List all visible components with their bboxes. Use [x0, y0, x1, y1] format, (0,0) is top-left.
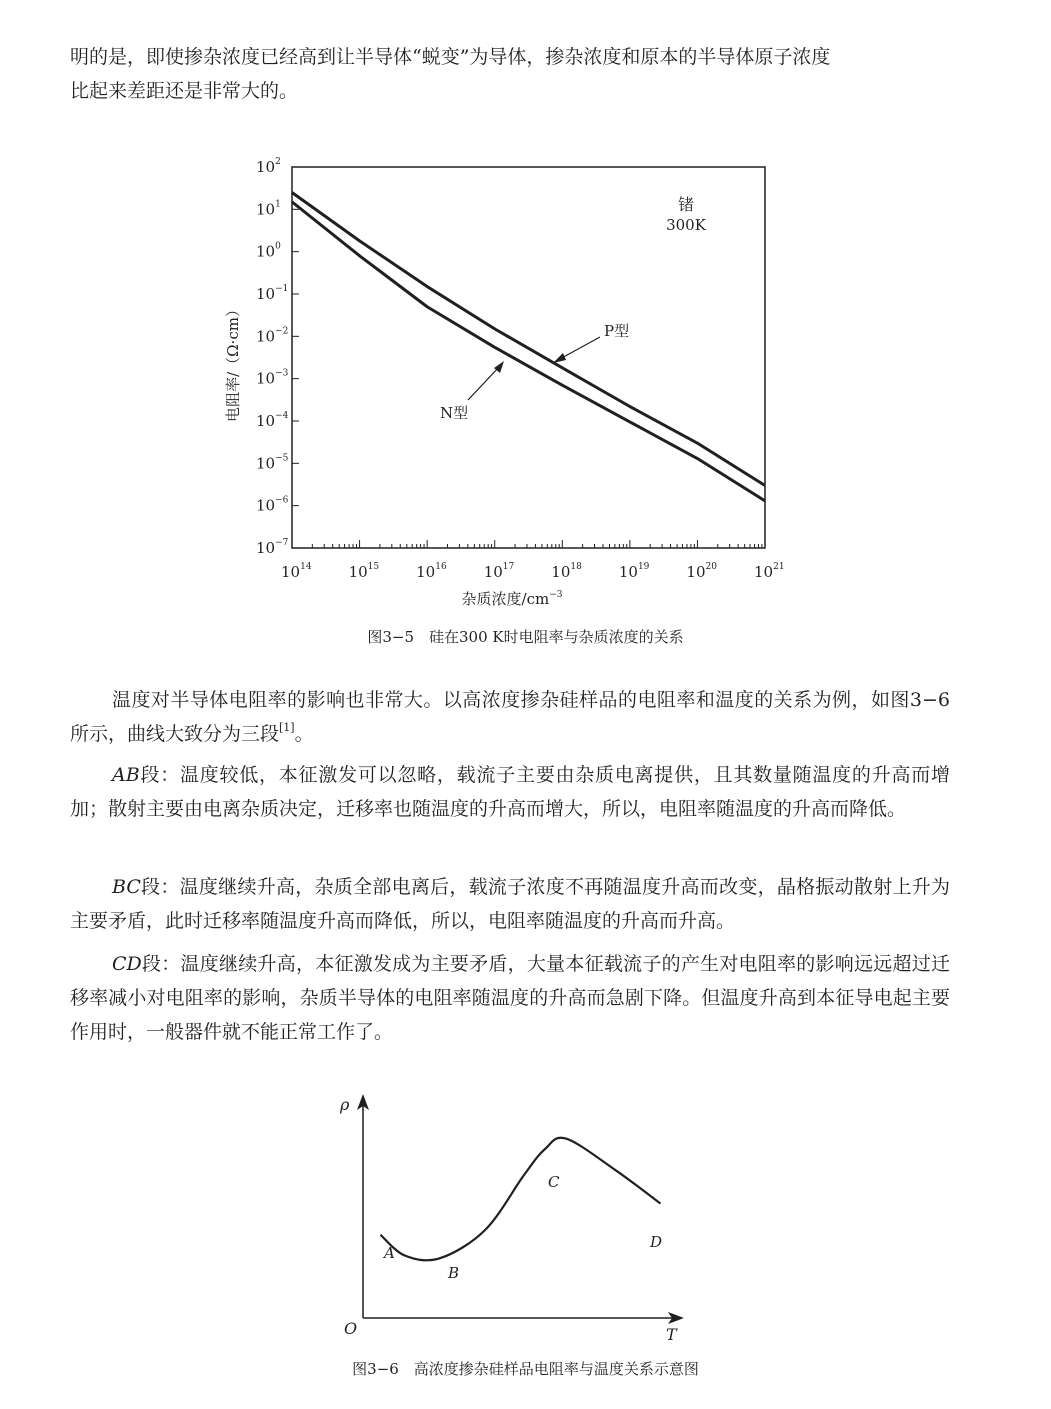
y-tick-label: $10^{-3}$ [256, 368, 289, 388]
y-tick-label: $10^{-5}$ [256, 453, 289, 473]
resistivity-curve [381, 1138, 661, 1261]
y-tick-label: $10^2$ [256, 157, 281, 176]
reference-mark: [1] [279, 721, 295, 734]
ab-label: AB [112, 764, 140, 786]
x-tick-label: $10^{18}$ [551, 562, 582, 581]
p-type-arrow-head [553, 353, 566, 363]
x-tick-label: $10^{16}$ [416, 562, 447, 581]
paragraph-end-mark: 。 [294, 723, 314, 745]
temperature-label: 300K [666, 216, 706, 234]
y-tick-label: $10^{-1}$ [256, 284, 289, 303]
point-b-label: B [448, 1264, 460, 1282]
y-tick-label: $10^1$ [256, 199, 281, 219]
point-c-label: C [548, 1173, 560, 1191]
point-d-label: D [650, 1233, 663, 1251]
figure-3-5-caption: 图3−5 硅在300 K时电阻率与杂质浓度的关系 [367, 628, 684, 646]
y-tick-label: $10^0$ [256, 241, 281, 261]
x-tick-label: $10^{14}$ [281, 562, 312, 581]
x-tick-labels [281, 562, 785, 581]
paragraph-cd-segment [70, 947, 950, 1049]
x-axis-label-sup: −3 [549, 590, 563, 600]
t-axis-label: T [666, 1325, 677, 1344]
material-label: 锗 [677, 195, 695, 214]
x-tick-label: $10^{21}$ [754, 562, 785, 581]
x-tick-label: $10^{19}$ [618, 562, 650, 581]
n-type-label: N型 [440, 404, 469, 422]
bc-text: 段：温度继续升高，杂质全部电离后，载流子浓度不再随温度升高而改变，晶格振动散射上升为主要矛盾，此时迁移率随温度升高而降低，所以，电阻率随温度的升高而升高。 [70, 876, 950, 932]
y-tick-label: $10^{-4}$ [256, 411, 289, 430]
rho-axis-label: ρ [340, 1095, 350, 1114]
y-tick-label: $10^{-2}$ [256, 326, 289, 346]
cd-text: 段：温度继续升高，本征激发成为主要矛盾，大量本征载流子的产生对电阻率的影响远远超过迁移率减小对电阻率的影响，杂质半导体的电阻率随温度的升高而急剧下降。但温度升高到本征导电起主要作用时，一般器件就不能正常工作了。 [70, 953, 950, 1043]
point-a-label: A [384, 1244, 395, 1262]
intro-line-2: 比起来差距还是非常大的。 [70, 80, 299, 102]
paragraph-bc-segment [70, 870, 950, 938]
y-tick-labels [256, 157, 289, 557]
n-type-curve [292, 202, 765, 501]
x-axis-label [462, 590, 563, 608]
x-tick-label: $10^{15}$ [348, 562, 380, 581]
cd-label: CD [112, 953, 142, 975]
figure-3-6-caption: 图3−6 高浓度掺杂硅样品电阻率与温度关系示意图 [352, 1360, 699, 1378]
x-tick-label: $10^{17}$ [483, 562, 515, 581]
n-type-arrow [468, 366, 500, 400]
y-tick-label: $10^{-6}$ [256, 495, 289, 515]
paragraph-ab-segment [70, 758, 950, 826]
ab-text: 段：温度较低，本征激发可以忽略，载流子主要由杂质电离提供，且其数量随温度的升高而增加；散射主要由电离杂质决定，迁移率也随温度的升高而增大，所以，电阻率随温度的升高而降低。 [70, 764, 950, 820]
intro-line-1: 明的是，即使掺杂浓度已经高到让半导体“蜕变”为导体，掺杂浓度和原本的半导体原子浓度 [70, 46, 831, 68]
p-type-label: P型 [604, 322, 630, 340]
series-lines [292, 192, 765, 500]
p-type-curve [292, 192, 765, 485]
paragraph-temperature-text: 温度对半导体电阻率的影响也非常大。以高浓度掺杂硅样品的电阻率和温度的关系为例，如图3−6所示，曲线大致分为三段 [70, 689, 950, 745]
x-tick-label: $10^{20}$ [686, 562, 717, 581]
y-axis-label: 电阻率/（Ω·cm） [224, 302, 242, 422]
bc-label: BC [112, 876, 141, 898]
x-axis-arrow-icon [668, 1312, 684, 1324]
y-axis-arrow-icon [357, 1094, 369, 1110]
origin-label: O [344, 1319, 358, 1338]
y-tick-label: $10^{-7}$ [256, 538, 289, 557]
x-axis-label-main: 杂质浓度/cm [461, 590, 550, 608]
figure-3-5-chart [0, 0, 1051, 620]
paragraph-temperature-intro [70, 683, 950, 751]
